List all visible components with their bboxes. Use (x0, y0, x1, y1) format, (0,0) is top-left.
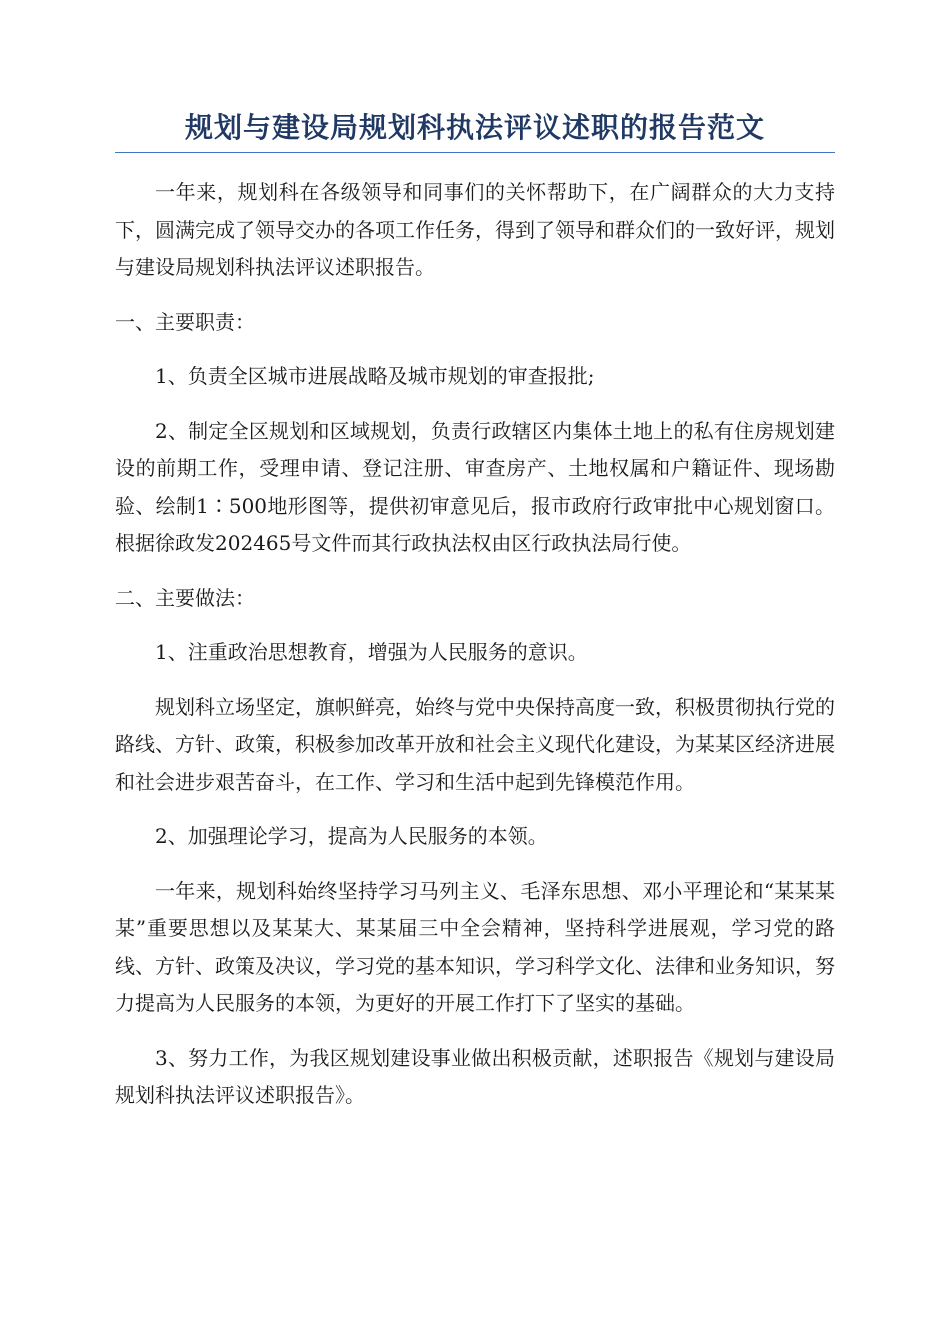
paragraph: 1、负责全区城市进展战略及城市规划的审查报批; (155, 364, 595, 388)
section-heading: 二、主要做法： (115, 585, 255, 610)
paragraph: 1、注重政治思想教育，增强为人民服务的意识。 (155, 640, 588, 664)
document-body (115, 174, 835, 1115)
paragraph: 2、制定全区规划和区域规划，负责行政辖区内集体土地上的私有住房规划建设的前期工作，受理申请、登记注册、审查房产、土地权属和户籍证件、现场勘验、绘制1∶500地形图等，提供初审意见后，报市政府行政审批中心规划窗口。根据徐政发202465号文件而其行政执法权由区行政执法局行使。 (115, 418, 835, 555)
paragraph: 一年来，规划科在各级领导和同事们的关怀帮助下，在广阔群众的大力支持下，圆满完成了领导交办的各项工作任务，得到了领导和群众们的一致好评，规划与建设局规划科执法评议述职报告。 (115, 180, 835, 279)
section-heading: 一、主要职责： (115, 309, 255, 334)
paragraph: 一年来，规划科始终坚持学习马列主义、毛泽东思想、邓小平理论和“某某某某”重要思想以及某某大、某某届三中全会精神，坚持科学进展观，学习党的路线、方针、政策及决议，学习党的基本知识，学习科学文化、法律和业务知识，努力提高为人民服务的本领，为更好的开展工作打下了坚实的基础。 (115, 878, 835, 1015)
paragraph: 2、加强理论学习，提高为人民服务的本领。 (155, 824, 548, 848)
document-page (115, 108, 835, 1132)
paragraph: 规划科立场坚定，旗帜鲜亮，始终与党中央保持高度一致，积极贯彻执行党的路线、方针、政策，积极参加改革开放和社会主义现代化建设，为某某区经济进展和社会进步艰苦奋斗，在工作、学习和生活中起到先锋模范作用。 (115, 694, 835, 794)
document-title: 规划与建设局规划科执法评议述职的报告范文 (115, 108, 835, 153)
paragraph: 3、努力工作，为我区规划建设事业做出积极贡献，述职报告《规划与建设局规划科执法评议述职报告》。 (115, 1045, 835, 1107)
